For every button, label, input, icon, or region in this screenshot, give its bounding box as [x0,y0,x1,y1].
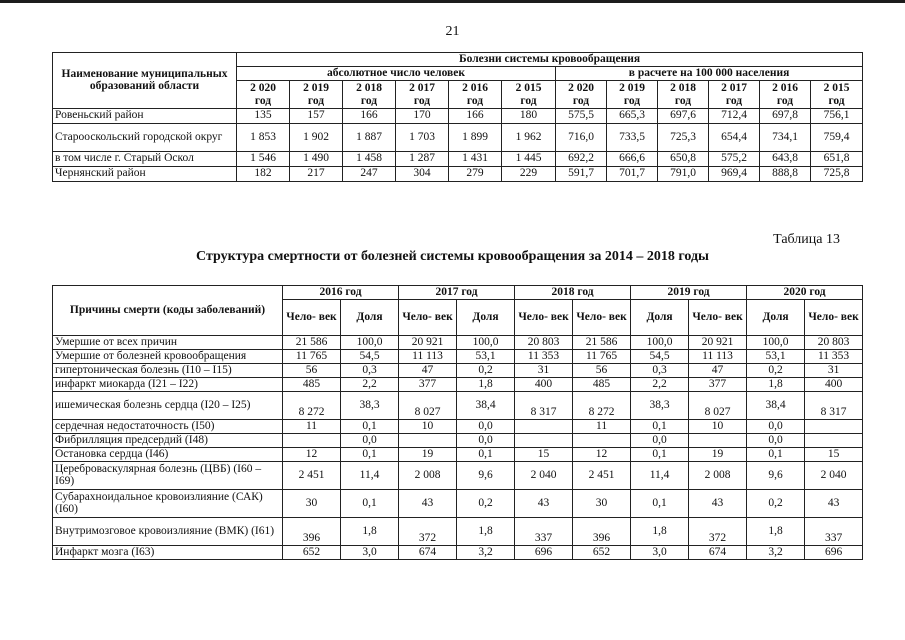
data-cell: 712,4 [709,109,760,124]
data-cell: 0,0 [631,434,689,448]
data-cell [399,434,457,448]
data-cell: 0,3 [631,364,689,378]
data-cell: 969,4 [709,167,760,182]
data-cell: 697,8 [760,109,811,124]
data-cell: 11,4 [631,462,689,490]
data-cell: 400 [805,378,863,392]
data-cell: 20 921 [399,336,457,350]
row-name: Чернянский район [53,167,237,182]
data-cell: 0,2 [747,490,805,518]
data-cell: 1 703 [396,124,449,152]
data-cell: 8 317 [515,392,573,420]
data-cell: 20 921 [689,336,747,350]
data-cell: 20 803 [805,336,863,350]
data-cell: 0,1 [341,490,399,518]
data-cell: 1 431 [449,152,502,167]
data-cell: 170 [396,109,449,124]
data-cell: 0,1 [341,448,399,462]
year-value: 2 019 [303,81,329,94]
data-cell: 1 853 [237,124,290,152]
year-unit: год [572,94,590,107]
data-cell: 0,0 [747,434,805,448]
data-cell: 759,4 [811,124,863,152]
year-unit: год [254,94,272,107]
table-row [53,109,863,124]
data-cell: 701,7 [607,167,658,182]
data-cell: 377 [399,378,457,392]
data-cell: 2 040 [515,462,573,490]
subheader-cell: Доля [631,300,689,336]
data-cell: 304 [396,167,449,182]
row-name: Старооскольский городской округ [53,124,237,152]
data-cell: 0,0 [457,434,515,448]
subheader-cell: Доля [747,300,805,336]
year-header [607,81,658,109]
data-cell: 716,0 [556,124,607,152]
year-header [760,81,811,109]
year-value: 2 015 [823,81,850,94]
data-cell: 135 [237,109,290,124]
table-row [53,378,863,392]
year-value: 2 017 [409,81,435,94]
data-cell: 372 [689,518,747,546]
data-cell: 654,4 [709,124,760,152]
data-cell: 11 113 [689,350,747,364]
data-cell: 12 [283,448,341,462]
data-cell: 19 [399,448,457,462]
data-cell: 166 [449,109,502,124]
subheader-cell: Чело- век [399,300,457,336]
data-cell: 485 [573,378,631,392]
data-cell: 0,1 [747,448,805,462]
table-row [53,420,863,434]
data-cell: 53,1 [747,350,805,364]
table-row [53,124,863,152]
data-cell: 56 [573,364,631,378]
data-cell: 1,8 [631,518,689,546]
cvd-incidence-table [52,52,863,182]
data-cell: 575,5 [556,109,607,124]
data-cell: 696 [515,546,573,560]
data-cell: 21 586 [283,336,341,350]
year-unit: год [466,94,484,107]
data-cell: 591,7 [556,167,607,182]
year-header [709,81,760,109]
subheader-cell: Доля [341,300,399,336]
year-unit: год [828,94,845,107]
data-cell: 2,2 [341,378,399,392]
year-header: 2016 год [283,286,399,300]
data-cell: 725,3 [658,124,709,152]
data-cell: 8 027 [399,392,457,420]
data-cell: 2 451 [283,462,341,490]
table-title: Структура смертности от болезней системы кровообращения за 2014 – 2018 годы [196,249,709,264]
year-value: 2 017 [721,81,747,94]
year-value: 2 015 [515,81,542,94]
data-cell: 643,8 [760,152,811,167]
table-row [53,462,863,490]
data-cell: 0,1 [341,420,399,434]
year-header [449,81,502,109]
data-cell: 652 [283,546,341,560]
cause-name: ишемическая болезнь сердца (I20 – I25) [53,392,283,420]
year-header [556,81,607,109]
data-cell: 217 [290,167,343,182]
data-cell: 47 [399,364,457,378]
data-cell: 15 [805,448,863,462]
data-cell: 396 [573,518,631,546]
row-name: Ровеньский район [53,109,237,124]
data-cell: 0,1 [631,490,689,518]
data-cell: 11 353 [515,350,573,364]
data-cell: 337 [515,518,573,546]
data-cell: 2 040 [805,462,863,490]
data-cell: 1,8 [747,518,805,546]
data-cell: 247 [343,167,396,182]
table-row [53,392,863,420]
data-cell: 43 [689,490,747,518]
data-cell: 3,0 [341,546,399,560]
page-number: 21 [445,24,460,39]
year-unit: год [776,94,794,107]
data-cell: 38,4 [457,392,515,420]
year-unit: год [674,94,692,107]
data-cell: 9,6 [457,462,515,490]
data-cell: 8 272 [283,392,341,420]
year-header: 2020 год [747,286,863,300]
data-cell: 575,2 [709,152,760,167]
data-cell: 30 [573,490,631,518]
table-row [53,350,863,364]
data-cell: 0,2 [747,364,805,378]
table-row [53,448,863,462]
municipality-header: Наименование муниципальных образований области [53,53,237,109]
subheader-cell: Доля [457,300,515,336]
year-unit: год [413,94,431,107]
cvd-mortality-table [52,285,863,560]
data-cell: 31 [515,364,573,378]
table-row [53,518,863,546]
year-header [237,81,290,109]
data-cell: 0,0 [457,420,515,434]
cause-name: Умершие от всех причин [53,336,283,350]
year-value: 2 016 [772,81,798,94]
data-cell: 666,6 [607,152,658,167]
year-unit: год [360,94,378,107]
data-cell: 734,1 [760,124,811,152]
data-cell: 10 [689,420,747,434]
data-cell: 1,8 [747,378,805,392]
data-cell: 100,0 [457,336,515,350]
data-cell: 100,0 [341,336,399,350]
table-row [53,490,863,518]
data-cell: 650,8 [658,152,709,167]
data-cell: 1 490 [290,152,343,167]
data-cell: 11,4 [341,462,399,490]
year-header [396,81,449,109]
per100k-subheader: в расчете на 100 000 населения [556,67,863,81]
table-row [53,434,863,448]
cause-name: Остановка сердца (I46) [53,448,283,462]
data-cell: 756,1 [811,109,863,124]
data-cell: 38,4 [747,392,805,420]
data-cell: 400 [515,378,573,392]
data-cell: 1 902 [290,124,343,152]
data-cell: 8 027 [689,392,747,420]
data-cell: 166 [343,109,396,124]
year-unit: год [307,94,325,107]
data-cell: 157 [290,109,343,124]
year-header: 2017 год [399,286,515,300]
data-cell: 3,2 [457,546,515,560]
data-cell: 0,0 [747,420,805,434]
year-value: 2 018 [356,81,382,94]
data-cell: 372 [399,518,457,546]
year-header: 2018 год [515,286,631,300]
subheader-cell: Чело- век [805,300,863,336]
data-cell: 54,5 [341,350,399,364]
data-cell: 11 765 [573,350,631,364]
year-header [811,81,863,109]
data-cell [805,434,863,448]
data-cell: 0,2 [457,364,515,378]
data-cell: 1 899 [449,124,502,152]
data-cell: 15 [515,448,573,462]
data-cell: 43 [515,490,573,518]
data-cell: 1,8 [457,518,515,546]
data-cell: 1 887 [343,124,396,152]
data-cell: 725,8 [811,167,863,182]
year-header [290,81,343,109]
data-cell: 674 [689,546,747,560]
data-cell: 0,1 [457,448,515,462]
data-cell: 47 [689,364,747,378]
data-cell: 8 317 [805,392,863,420]
data-cell: 21 586 [573,336,631,350]
data-cell: 43 [805,490,863,518]
data-cell: 674 [399,546,457,560]
data-cell: 53,1 [457,350,515,364]
year-unit: год [623,94,641,107]
data-cell: 43 [399,490,457,518]
cause-name: сердечная недостаточность (I50) [53,420,283,434]
data-cell: 485 [283,378,341,392]
year-value: 2 020 [250,81,276,94]
data-cell [805,420,863,434]
table-row [53,546,863,560]
data-cell: 19 [689,448,747,462]
data-cell: 54,5 [631,350,689,364]
data-cell: 1 287 [396,152,449,167]
data-cell: 100,0 [631,336,689,350]
data-cell: 11 765 [283,350,341,364]
data-cell: 11 353 [805,350,863,364]
data-cell: 888,8 [760,167,811,182]
data-cell: 182 [237,167,290,182]
data-cell: 9,6 [747,462,805,490]
data-cell [573,434,631,448]
row-name: в том числе г. Старый Оскол [53,152,237,167]
table-row [53,167,863,182]
data-cell: 1 458 [343,152,396,167]
year-value: 2 018 [670,81,696,94]
data-cell: 1 962 [502,124,556,152]
subheader-cell: Чело- век [573,300,631,336]
data-cell: 8 272 [573,392,631,420]
cause-name: Внутримозговое кровоизлияние (ВМК) (I61) [53,518,283,546]
data-cell: 377 [689,378,747,392]
data-cell: 10 [399,420,457,434]
data-cell [689,434,747,448]
data-cell: 12 [573,448,631,462]
data-cell: 31 [805,364,863,378]
table-row [53,336,863,350]
data-cell: 38,3 [341,392,399,420]
data-cell: 0,0 [341,434,399,448]
data-cell: 733,5 [607,124,658,152]
data-cell: 697,6 [658,109,709,124]
data-cell [515,420,573,434]
cause-name: гипертоническая болезнь (I10 – I15) [53,364,283,378]
year-unit: год [520,94,537,107]
data-cell: 2,2 [631,378,689,392]
data-cell: 180 [502,109,556,124]
data-cell: 0,2 [457,490,515,518]
year-header [658,81,709,109]
year-value: 2 019 [619,81,645,94]
data-cell: 229 [502,167,556,182]
cause-name: Умершие от болезней кровообращения [53,350,283,364]
cause-name: Цереброваскулярная болезнь (ЦВБ) (I60 – I69) [53,462,283,490]
data-cell: 11 [573,420,631,434]
data-cell: 11 113 [399,350,457,364]
data-cell: 279 [449,167,502,182]
year-header [502,81,556,109]
data-cell: 651,8 [811,152,863,167]
year-value: 2 020 [568,81,594,94]
data-cell: 791,0 [658,167,709,182]
cause-name: Субарахноидальное кровоизлияние (САК) (I60) [53,490,283,518]
data-cell: 1,8 [457,378,515,392]
data-cell: 696 [805,546,863,560]
data-cell [515,434,573,448]
data-cell: 337 [805,518,863,546]
year-header: 2019 год [631,286,747,300]
data-cell: 2 008 [689,462,747,490]
table-row [53,152,863,167]
data-cell [283,434,341,448]
data-cell: 1 546 [237,152,290,167]
year-unit: год [725,94,743,107]
subheader-cell: Чело- век [283,300,341,336]
data-cell: 38,3 [631,392,689,420]
data-cell: 0,1 [631,420,689,434]
cvd-group-header: Болезни системы кровообращения [237,53,863,67]
data-cell: 56 [283,364,341,378]
data-cell: 3,2 [747,546,805,560]
data-cell: 1 445 [502,152,556,167]
table-row [53,364,863,378]
cause-header: Причины смерти (коды заболеваний) [53,286,283,336]
cause-name: Инфаркт мозга (I63) [53,546,283,560]
data-cell: 30 [283,490,341,518]
data-cell: 3,0 [631,546,689,560]
data-cell: 665,3 [607,109,658,124]
year-header [343,81,396,109]
data-cell: 692,2 [556,152,607,167]
year-value: 2 016 [462,81,488,94]
data-cell: 100,0 [747,336,805,350]
data-cell: 0,3 [341,364,399,378]
data-cell: 1,8 [341,518,399,546]
subheader-cell: Чело- век [515,300,573,336]
data-cell: 0,1 [631,448,689,462]
data-cell: 396 [283,518,341,546]
cause-name: Фибрилляция предсердий (I48) [53,434,283,448]
data-cell: 2 008 [399,462,457,490]
cause-name: инфаркт миокарда (I21 – I22) [53,378,283,392]
data-cell: 20 803 [515,336,573,350]
subheader-cell: Чело- век [689,300,747,336]
data-cell: 11 [283,420,341,434]
data-cell: 2 451 [573,462,631,490]
top-rule [0,0,905,3]
table-label: Таблица 13 [773,232,840,247]
data-cell: 652 [573,546,631,560]
absolute-subheader: абсолютное число человек [237,67,556,81]
